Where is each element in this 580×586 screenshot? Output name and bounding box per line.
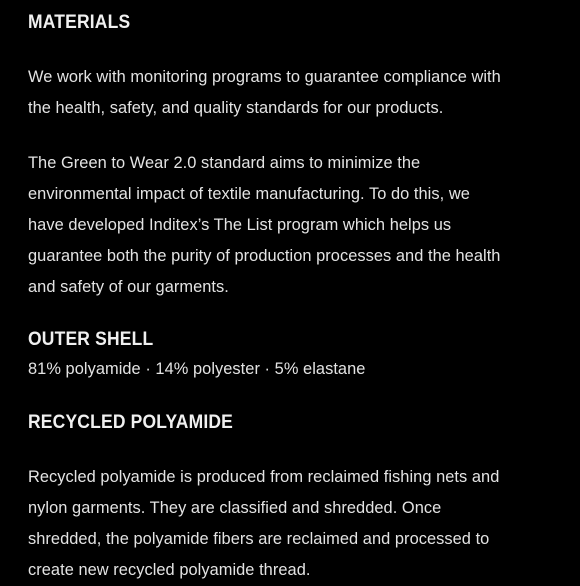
- outer-shell-composition: [28, 354, 365, 385]
- text-line: and safety of our garments.: [28, 278, 229, 296]
- text-line: have developed Inditex’s The List program which helps us: [28, 216, 452, 234]
- outer-shell-heading: OUTER SHELL: [28, 329, 154, 350]
- text-line: environmental impact of textile manufacturing. To do this, we: [28, 185, 470, 203]
- text-line: The Green to Wear 2.0 standard aims to minimize the: [28, 154, 421, 172]
- text-line: shredded, the polyamide fibers are reclaimed and processed to: [28, 530, 490, 548]
- materials-green-to-wear-paragraph: [28, 148, 500, 303]
- text-line: create new recycled polyamide thread.: [28, 561, 311, 579]
- text-line: We work with monitoring programs to guarantee compliance with: [28, 68, 501, 86]
- text-line: Recycled polyamide is produced from reclaimed fishing nets and: [28, 468, 500, 486]
- text-line: guarantee both the purity of production processes and the health: [28, 247, 501, 265]
- recycled-polyamide-paragraph: [28, 462, 499, 586]
- materials-heading: MATERIALS: [28, 12, 131, 33]
- composition-text: 81% polyamide · 14% polyester · 5% elastane: [28, 360, 366, 378]
- materials-monitoring-paragraph: [28, 62, 501, 124]
- text-line: the health, safety, and quality standards for our products.: [28, 99, 444, 117]
- text-line: nylon garments. They are classified and shredded. Once: [28, 499, 442, 517]
- recycled-polyamide-heading: RECYCLED POLYAMIDE: [28, 412, 234, 433]
